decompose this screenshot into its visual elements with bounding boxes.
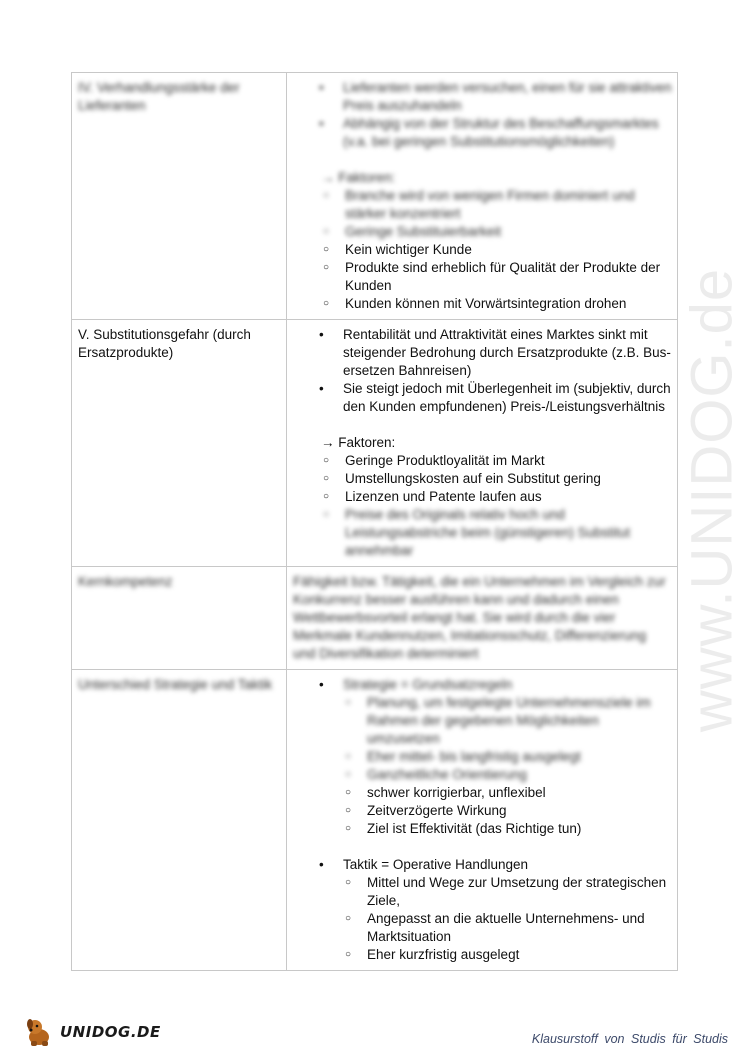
list-item: ○ Branche wird von wenigen Firmen dominiert und stärker konzentriert bbox=[321, 187, 672, 223]
list-item: • Rentabilität und Attraktivität eines Marktes sinkt mit steigender Bedrohung durch Ersatzprodukte (z.B. Bus- ersetzen Bahnreisen) bbox=[315, 326, 672, 380]
row-content bbox=[287, 320, 678, 567]
footer-slogan: Klausurstoff von Studis für Studis bbox=[531, 1032, 728, 1046]
list-item: • Sie steigt jedoch mit Überlegenheit im (subjektiv, durch den Kunden empfundenen) Preis-/Leistungsverhältnis bbox=[315, 380, 672, 416]
list-item: ○ Eher kurzfristig ausgelegt bbox=[343, 946, 672, 964]
row-heading-text: Unterschied Strategie und Taktik bbox=[78, 677, 273, 692]
list-item: • Abhängig von der Struktur des Beschaffungsmarktes (v.a. bei geringen Substitutionsmöglichkeiten) bbox=[315, 115, 672, 151]
list-item: ○ schwer korrigierbar, unflexibel bbox=[343, 784, 672, 802]
list-item: ○ Zeitverzögerte Wirkung bbox=[343, 802, 672, 820]
list-item: • Lieferanten werden versuchen, einen für sie attraktiven Preis auszuhandeln bbox=[315, 79, 672, 115]
row-heading bbox=[72, 567, 287, 670]
row-heading: V. Substitutionsgefahr (durch Ersatzprodukte) bbox=[72, 320, 287, 567]
list-item: ○ Geringe Produktloyalität im Markt bbox=[321, 452, 672, 470]
list-item: ○ Angepasst an die aktuelle Unternehmens- und Marktsituation bbox=[343, 910, 672, 946]
watermark: www.UNIDOG.de bbox=[679, 267, 745, 733]
list-item: ○ Mittel und Wege zur Umsetzung der strategischen Ziele, bbox=[343, 874, 672, 910]
strategy-label: Strategie = Grundsatzregeln bbox=[343, 677, 513, 692]
list-item: ○ Umstellungskosten auf ein Substitut gering bbox=[321, 470, 672, 488]
list-item-tactic bbox=[315, 856, 672, 964]
content-table bbox=[71, 72, 678, 971]
list-item: ○ Produkte sind erheblich für Qualität der Produkte der Kunden bbox=[321, 259, 672, 295]
list-item-strategy bbox=[315, 676, 672, 838]
row-heading bbox=[72, 73, 287, 320]
row-heading bbox=[72, 670, 287, 971]
logo-text: UNIDOG.DE bbox=[60, 1023, 161, 1041]
table-row-strategie-taktik bbox=[72, 670, 678, 971]
list-item: ○ Geringe Substituierbarkeit bbox=[321, 223, 672, 241]
list-item: ○ Kunden können mit Vorwärtsintegration drohen bbox=[321, 295, 672, 313]
factors-label: → Faktoren: bbox=[321, 435, 396, 450]
row-heading-text: IV. Verhandlungsstärke der Lieferanten bbox=[78, 80, 240, 113]
list-item: ○ Kein wichtiger Kunde bbox=[321, 241, 672, 259]
row-heading-text: Kernkompetenz bbox=[78, 574, 173, 589]
factors-label: → Faktoren: bbox=[321, 170, 396, 185]
row-content bbox=[287, 73, 678, 320]
list-item: ○ Preise des Originals relativ hoch und Leistungsabstriche beim (günstigeren) Substitut annehmbar bbox=[321, 506, 672, 560]
row-content bbox=[287, 567, 678, 670]
dog-mascot-icon bbox=[22, 1015, 56, 1049]
tactic-label: Taktik = Operative Handlungen bbox=[343, 857, 528, 872]
list-item: ○ Ziel ist Effektivität (das Richtige tun) bbox=[343, 820, 672, 838]
table-row-lieferanten bbox=[72, 73, 678, 320]
definition-text: Fähigkeit bzw. Tätigkeit, die ein Unternehmen im Vergleich zur Konkurrenz besser ausführen kann und dadurch einen Wettbewerbsvorteil erlangt hat. Sie wird durch die vier Merkmale Kundennutzen, Imitationsschutz, Differenzierung und Diversifikation determiniert bbox=[293, 574, 666, 661]
row-content bbox=[287, 670, 678, 971]
unidog-logo bbox=[22, 1015, 161, 1049]
list-item: ○ Planung, um festgelegte Unternehmensziele im Rahmen der gegebenen Möglichkeiten umzusetzen bbox=[343, 694, 672, 748]
list-item: ○ Lizenzen und Patente laufen aus bbox=[321, 488, 672, 506]
list-item: ○ Eher mittel- bis langfristig ausgelegt bbox=[343, 748, 672, 766]
list-item: ○ Ganzheitliche Orientierung bbox=[343, 766, 672, 784]
table-row-kernkompetenz bbox=[72, 567, 678, 670]
table-row-substitution bbox=[72, 320, 678, 567]
